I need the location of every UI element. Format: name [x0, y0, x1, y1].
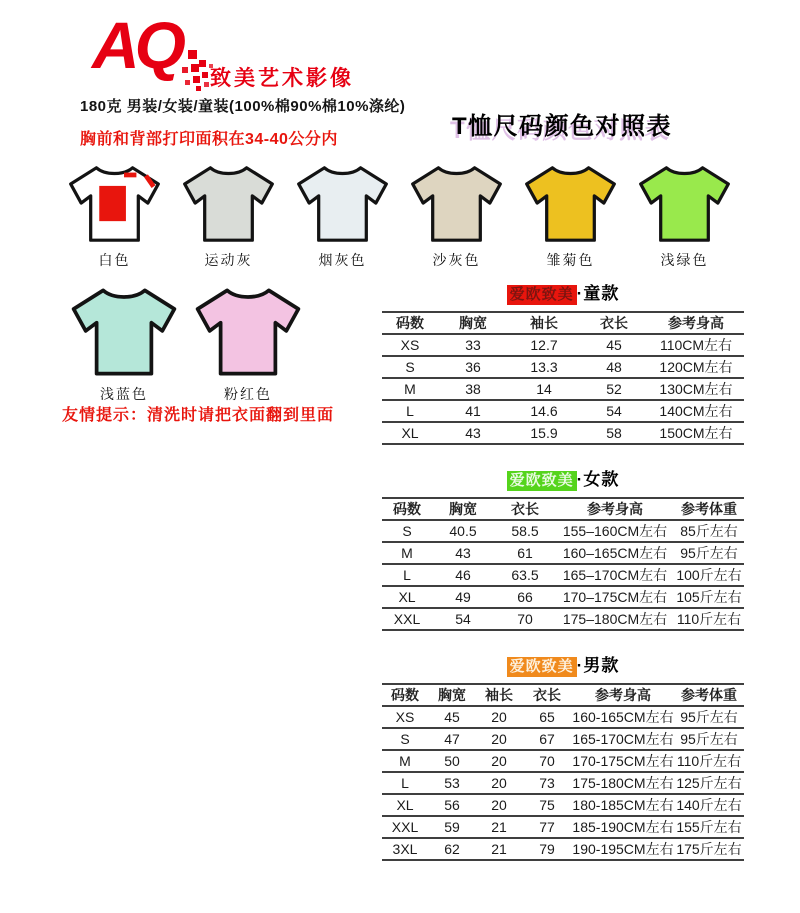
table-cell: 155斤左右	[674, 816, 744, 838]
brand-chip: 爱欧致美	[507, 285, 577, 305]
table-cell: 65	[522, 706, 572, 728]
shirt-color-label: 沙灰色	[432, 252, 481, 268]
table-cell: 38	[438, 378, 508, 400]
table-row	[382, 706, 744, 728]
table-cell: XL	[382, 794, 428, 816]
table-cell: L	[382, 400, 438, 422]
table-row	[382, 772, 744, 794]
table-cell: 59	[428, 816, 476, 838]
shirt-color-label: 粉红色	[224, 386, 272, 402]
table-category: ·女款	[576, 470, 620, 489]
table-header-cell: 胸宽	[438, 312, 508, 334]
table-row	[382, 564, 744, 586]
table-header-cell: 袖长	[508, 312, 580, 334]
table-cell: 125斤左右	[674, 772, 744, 794]
table-header-row	[382, 684, 744, 706]
shirt-color-label: 运动灰	[204, 252, 253, 268]
table-cell: 43	[432, 542, 494, 564]
size-table-block-男款	[382, 656, 744, 861]
table-cell: 58.5	[494, 520, 556, 542]
table-cell: 130CM左右	[648, 378, 744, 400]
collar-print-mark	[124, 173, 136, 178]
table-cell: 67	[522, 728, 572, 750]
table-cell: 61	[494, 542, 556, 564]
table-cell: L	[382, 772, 428, 794]
shirt-swatch	[636, 164, 733, 270]
table-cell: 21	[476, 838, 522, 860]
table-cell: 175–180CM左右	[556, 608, 674, 630]
logo-company-name: 致美艺术影像	[210, 67, 354, 90]
table-title	[382, 656, 744, 677]
size-table	[382, 311, 744, 445]
table-header-cell: 码数	[382, 684, 428, 706]
table-cell: 160-165CM左右	[572, 706, 674, 728]
table-cell: 85斤左右	[674, 520, 744, 542]
table-title	[382, 284, 744, 305]
table-cell: 95斤左右	[674, 706, 744, 728]
table-cell: 165–170CM左右	[556, 564, 674, 586]
table-header-cell: 胸宽	[432, 498, 494, 520]
table-cell: 175斤左右	[674, 838, 744, 860]
table-cell: 155–160CM左右	[556, 520, 674, 542]
table-cell: 52	[580, 378, 648, 400]
table-cell: 120CM左右	[648, 356, 744, 378]
table-cell: 20	[476, 772, 522, 794]
table-row	[382, 728, 744, 750]
table-cell: 110斤左右	[674, 750, 744, 772]
table-header-cell: 码数	[382, 498, 432, 520]
table-cell: 70	[494, 608, 556, 630]
table-cell: 110CM左右	[648, 334, 744, 356]
table-header-cell: 参考身高	[556, 498, 674, 520]
table-cell: 77	[522, 816, 572, 838]
table-cell: 73	[522, 772, 572, 794]
shirt-swatch	[522, 164, 619, 270]
table-cell: S	[382, 520, 432, 542]
table-cell: 43	[438, 422, 508, 444]
table-header-cell: 参考体重	[674, 684, 744, 706]
table-cell: 95斤左右	[674, 542, 744, 564]
table-row	[382, 608, 744, 630]
table-cell: 100斤左右	[674, 564, 744, 586]
shirt-swatch	[408, 164, 505, 270]
shirt-swatch	[192, 286, 304, 404]
table-header-row	[382, 498, 744, 520]
size-table-block-女款	[382, 470, 744, 631]
shirt-swatch	[68, 286, 180, 404]
print-area-note: 胸前和背部打印面积在34-40公分内	[80, 131, 338, 148]
table-cell: 36	[438, 356, 508, 378]
table-cell: 12.7	[508, 334, 580, 356]
table-cell: 45	[580, 334, 648, 356]
table-header-cell: 衣长	[522, 684, 572, 706]
table-cell: 66	[494, 586, 556, 608]
table-cell: 58	[580, 422, 648, 444]
table-header-cell: 码数	[382, 312, 438, 334]
table-cell: L	[382, 564, 432, 586]
shirt-swatch	[294, 164, 391, 270]
table-row	[382, 378, 744, 400]
table-row	[382, 750, 744, 772]
table-cell: 175-180CM左右	[572, 772, 674, 794]
table-header-cell: 胸宽	[428, 684, 476, 706]
table-row	[382, 334, 744, 356]
shirt-color-label: 雏菊色	[546, 252, 595, 268]
table-cell: 160–165CM左右	[556, 542, 674, 564]
table-cell: 54	[432, 608, 494, 630]
table-cell: 14	[508, 378, 580, 400]
tshirt-icon	[408, 164, 505, 244]
table-row	[382, 520, 744, 542]
tshirt-icon	[294, 164, 391, 244]
tshirt-icon	[68, 286, 180, 378]
table-cell: 79	[522, 838, 572, 860]
table-cell: 33	[438, 334, 508, 356]
brand-logo	[92, 8, 432, 98]
table-header-cell: 衣长	[494, 498, 556, 520]
table-cell: 185-190CM左右	[572, 816, 674, 838]
tshirt-icon	[636, 164, 733, 244]
table-cell: 13.3	[508, 356, 580, 378]
table-cell: 54	[580, 400, 648, 422]
tshirt-icon	[522, 164, 619, 244]
table-row	[382, 794, 744, 816]
table-cell: XS	[382, 706, 428, 728]
shirt-color-label: 浅蓝色	[100, 386, 148, 402]
table-cell: 180-185CM左右	[572, 794, 674, 816]
table-cell: 190-195CM左右	[572, 838, 674, 860]
table-row	[382, 542, 744, 564]
table-cell: XS	[382, 334, 438, 356]
table-header-cell: 参考身高	[648, 312, 744, 334]
table-cell: 63.5	[494, 564, 556, 586]
table-cell: XXL	[382, 608, 432, 630]
table-header-cell: 袖长	[476, 684, 522, 706]
table-cell: 20	[476, 750, 522, 772]
table-category: ·童款	[576, 284, 620, 303]
table-cell: 41	[438, 400, 508, 422]
fabric-spec-line: 180克 男装/女装/童装(100%棉90%棉10%涤纶)	[80, 98, 406, 115]
table-cell: 170-175CM左右	[572, 750, 674, 772]
table-cell: M	[382, 378, 438, 400]
table-cell: 150CM左右	[648, 422, 744, 444]
table-cell: 105斤左右	[674, 586, 744, 608]
shirt-color-row-2	[68, 286, 304, 404]
table-cell: 46	[432, 564, 494, 586]
table-cell: XL	[382, 422, 438, 444]
table-cell: 14.6	[508, 400, 580, 422]
table-cell: 20	[476, 728, 522, 750]
table-cell: 45	[428, 706, 476, 728]
table-cell: M	[382, 542, 432, 564]
table-cell: 50	[428, 750, 476, 772]
shirt-color-label: 烟灰色	[318, 252, 367, 268]
tshirt-icon	[66, 164, 163, 244]
table-cell: 40.5	[432, 520, 494, 542]
table-cell: 49	[432, 586, 494, 608]
table-cell: 95斤左右	[674, 728, 744, 750]
table-cell: 70	[522, 750, 572, 772]
shirt-color-row-1	[66, 164, 733, 270]
table-cell: 140CM左右	[648, 400, 744, 422]
table-header-cell: 参考身高	[572, 684, 674, 706]
table-cell: XL	[382, 586, 432, 608]
table-cell: 15.9	[508, 422, 580, 444]
tshirt-icon	[180, 164, 277, 244]
shirt-color-label: 浅绿色	[660, 252, 709, 268]
logo-aq-mark: AQ	[92, 8, 181, 82]
table-cell: 75	[522, 794, 572, 816]
table-row	[382, 356, 744, 378]
table-cell: 170–175CM左右	[556, 586, 674, 608]
table-cell: S	[382, 356, 438, 378]
brand-chip: 爱欧致美	[507, 471, 577, 491]
table-cell: 20	[476, 794, 522, 816]
table-cell: S	[382, 728, 428, 750]
shirt-swatch	[66, 164, 163, 270]
table-category: ·男款	[576, 656, 620, 675]
brand-chip: 爱欧致美	[507, 657, 577, 677]
table-row	[382, 400, 744, 422]
table-cell: 110斤左右	[674, 608, 744, 630]
table-cell: 47	[428, 728, 476, 750]
table-cell: 20	[476, 706, 522, 728]
size-table-block-童款	[382, 284, 744, 445]
table-title	[382, 470, 744, 491]
table-cell: 56	[428, 794, 476, 816]
table-row	[382, 816, 744, 838]
table-row	[382, 586, 744, 608]
size-table	[382, 497, 744, 631]
table-cell: 3XL	[382, 838, 428, 860]
table-cell: 140斤左右	[674, 794, 744, 816]
shirt-swatch	[180, 164, 277, 270]
shirt-color-label: 白色	[98, 252, 131, 268]
size-table	[382, 683, 744, 861]
table-header-cell: 参考体重	[674, 498, 744, 520]
table-row	[382, 422, 744, 444]
table-cell: 165-170CM左右	[572, 728, 674, 750]
sheet-title: T恤尺码颜色对照表	[452, 113, 673, 140]
table-cell: 48	[580, 356, 648, 378]
table-header-cell: 衣长	[580, 312, 648, 334]
table-header-row	[382, 312, 744, 334]
table-cell: M	[382, 750, 428, 772]
table-row	[382, 838, 744, 860]
table-cell: 62	[428, 838, 476, 860]
washing-tip: 友情提示：清洗时请把衣面翻到里面	[62, 407, 335, 424]
table-cell: XXL	[382, 816, 428, 838]
tshirt-icon	[192, 286, 304, 378]
table-cell: 21	[476, 816, 522, 838]
table-cell: 53	[428, 772, 476, 794]
chest-print-area	[99, 186, 126, 221]
